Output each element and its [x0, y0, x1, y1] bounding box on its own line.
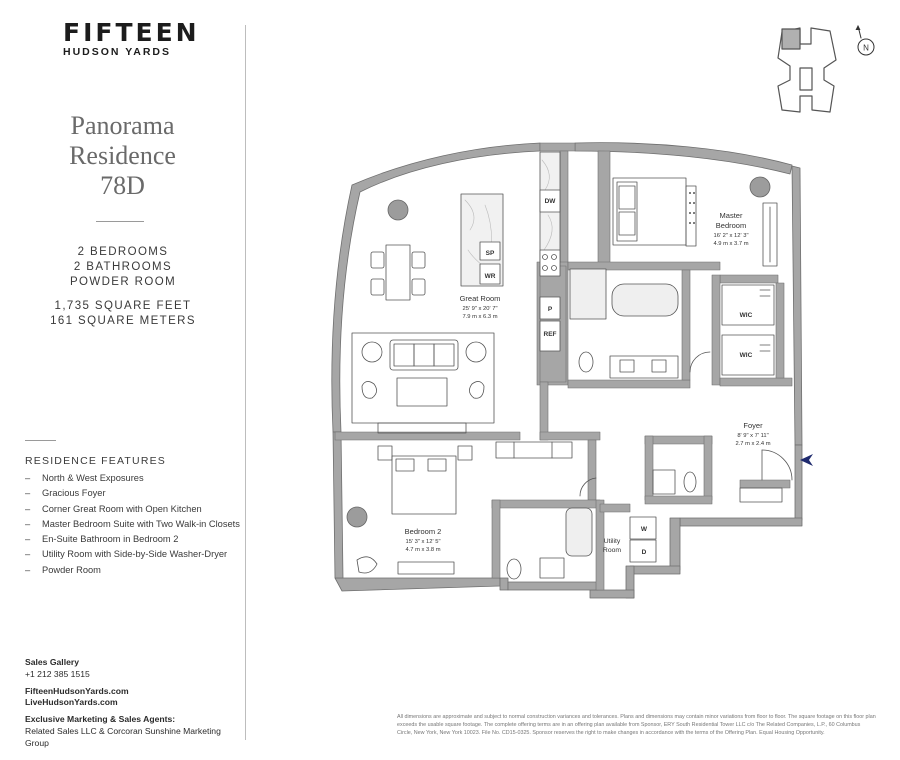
label-wine-refrigerator: WR	[484, 273, 496, 280]
sales-gallery-label: Sales Gallery	[25, 657, 79, 667]
svg-text:Foyer: Foyer	[743, 421, 763, 430]
residence-specs	[30, 245, 216, 329]
legal-disclaimer: All dimensions are approximate and subject to normal construction variances and tolerances. Plans and dimensions may contain minor variations from floor to floor. The square footage on this floor plan exceeds the usable square footage. The complete offering terms are in an offering plan available from Sponsor, ERY South Residential Tower LLC c/o The Related Companies, L.P., 60 Columbus Circle, New York, New York 10023. File No. CD15-0325. Sponsor reserves the right to make changes in accordance with the terms of the Offering Plan. Equal Housing Opportunity.	[397, 714, 876, 737]
svg-text:Utility: Utility	[603, 538, 621, 545]
residence-title-line3: 78D	[100, 171, 145, 200]
svg-text:Master: Master	[719, 211, 743, 220]
svg-text:16' 2" x 12' 3": 16' 2" x 12' 3"	[713, 233, 749, 239]
label-wic1: WIC	[739, 312, 753, 319]
label-washer: W	[640, 526, 648, 533]
svg-text:7.9 m x 6.3 m: 7.9 m x 6.3 m	[462, 314, 498, 320]
feature-item: – North & West Exposures	[25, 473, 144, 483]
svg-text:Room: Room	[602, 547, 622, 554]
key-plan	[778, 28, 836, 112]
key-plan-unit-highlight	[782, 29, 800, 49]
label-wic2: WIC	[739, 352, 753, 359]
residence-title-line1: Panorama	[70, 111, 175, 140]
svg-text:Great Room: Great Room	[459, 294, 501, 303]
contact-block	[25, 657, 246, 750]
room-label-bedroom-2	[405, 527, 442, 553]
features-heading: RESIDENCE FEATURES	[25, 455, 167, 467]
feature-item: – Powder Room	[25, 564, 101, 575]
spec-bedrooms: 2 BEDROOMS	[77, 246, 169, 258]
spec-powder-room: POWDER ROOM	[69, 276, 177, 288]
svg-text:Bedroom: Bedroom	[715, 221, 747, 230]
features-list	[25, 473, 240, 580]
floor-plan	[246, 0, 900, 760]
room-label-utility	[603, 538, 621, 554]
features-divider	[25, 440, 56, 441]
svg-text:2.7 m x 2.4 m: 2.7 m x 2.4 m	[735, 441, 771, 447]
spec-square-feet: 1,735 SQUARE FEET	[54, 300, 192, 312]
compass-label: N	[863, 43, 869, 53]
residence-title-line2: Residence	[69, 141, 176, 170]
label-sink: SP	[485, 250, 495, 257]
feature-item: – Utility Room with Side-by-Side Washer-Dryer	[25, 549, 228, 560]
brand-logo: FIFTEEN	[63, 18, 200, 47]
svg-text:4.9 m x 3.7 m: 4.9 m x 3.7 m	[713, 241, 749, 247]
compass-icon	[856, 25, 875, 55]
info-sidebar	[0, 0, 246, 760]
spec-bathrooms: 2 BATHROOMS	[73, 261, 173, 273]
svg-text:25' 9" x 20' 7": 25' 9" x 20' 7"	[462, 306, 498, 312]
svg-text:15' 3" x 12' 5": 15' 3" x 12' 5"	[405, 539, 441, 545]
phone-number[interactable]: +1 212 385 1515	[25, 668, 90, 679]
label-dryer: D	[641, 549, 647, 556]
spec-square-meters: 161 SQUARE METERS	[50, 315, 196, 327]
feature-item: – Corner Great Room with Open Kitchen	[25, 503, 202, 514]
feature-item: – Master Bedroom Suite with Two Walk-in Closets	[25, 518, 240, 529]
agents-label: Exclusive Marketing & Sales Agents:	[25, 714, 176, 725]
feature-item: – En-Suite Bathroom in Bedroom 2	[25, 534, 179, 545]
svg-text:4.7 m x 3.8 m: 4.7 m x 3.8 m	[405, 547, 441, 553]
brand-logo-subtitle: HUDSON YARDS	[63, 46, 172, 58]
label-pantry: P	[547, 306, 553, 313]
label-refrigerator: REF	[543, 331, 557, 338]
label-dishwasher: DW	[544, 198, 556, 205]
website-link-live[interactable]: LiveHudsonYards.com	[25, 697, 118, 708]
room-label-great-room	[460, 294, 501, 320]
svg-text:8' 9" x 7' 11": 8' 9" x 7' 11"	[737, 433, 769, 439]
feature-item: – Gracious Foyer	[25, 488, 106, 499]
agents-names: Related Sales LLC & Corcoran Sunshine Marketing Group	[25, 725, 221, 748]
website-link-fifteen[interactable]: FifteenHudsonYards.com	[25, 685, 129, 696]
residence-title	[40, 111, 205, 201]
title-divider	[96, 221, 144, 222]
svg-text:Bedroom 2: Bedroom 2	[404, 527, 442, 536]
